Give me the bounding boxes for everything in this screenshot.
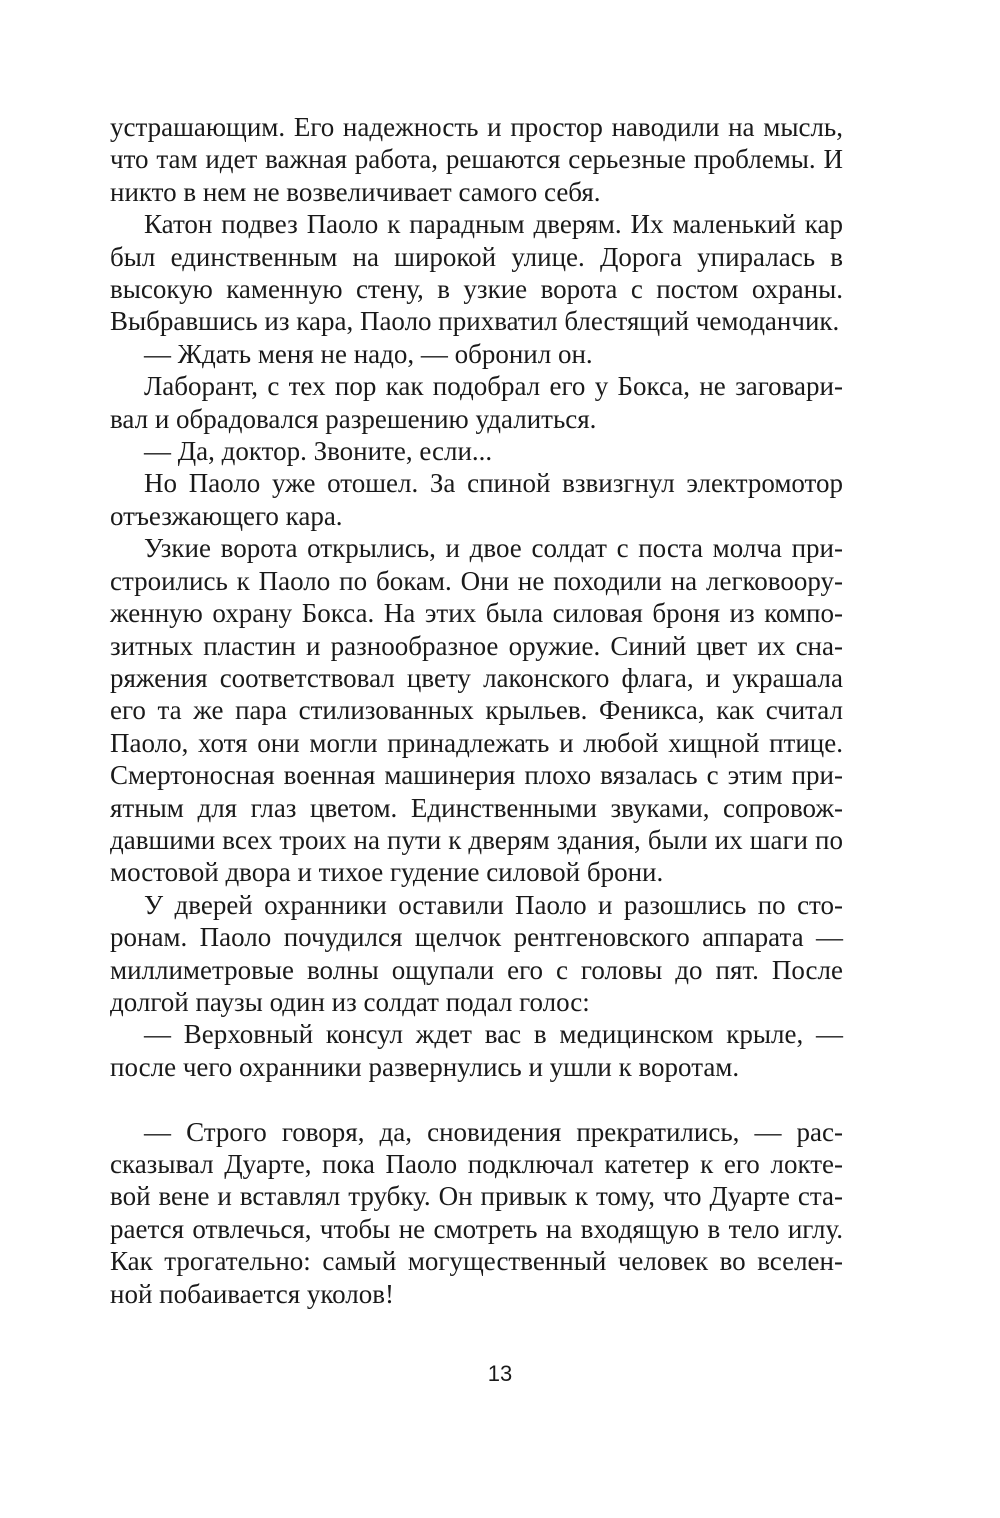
page-number: 13 bbox=[487, 1361, 513, 1386]
dialogue-paragraph: — Строго говоря, да, сновидения прекратились, — рассказывал Дуарте, пока Паоло подключал катетер к его локтевой вене и вставлял трубку. Он привык к тому, что Дуарте старается отвлечься, чтобы не смотреть на входящую в тело иглу. Как трогательно: самый могущественный человек во вселенной побаивается уколов! bbox=[110, 1116, 843, 1309]
paragraph: Но Паоло уже отошел. За спиной взвизгнул электромотор отъезжающего кара. bbox=[110, 468, 843, 531]
paragraph: Узкие ворота открылись, и двое солдат с поста молча пристроились к Паоло по бокам. Они не походили на легковооруженную охрану Бокса. На этих была силовая броня из композитных пластин и разнообразное оружие. Синий цвет их снаряжения соответствовал цвету лаконского флага, и украшала его та же пара стилизованных крыльев. Феникса, как считал Паоло, хотя они могли принадлежать и любой хищной птице. Смертоносная военная машинерия плохо вязалась с этим приятным для глаз цветом. Единственными звуками, сопровождавшими всех троих на пути к дверям здания, были их шаги по мостовой двора и тихое гудение силовой брони. bbox=[110, 533, 843, 888]
paragraph: устрашающим. Его надежность и простор наводили на мысль, что там идет важная работа, решаются серьезные проблемы. И никто в нем не возвеличивает самого себя. bbox=[110, 112, 843, 207]
paragraph: Лаборант, с тех пор как подобрал его у Бокса, не заговаривал и обрадовался разрешению удалиться. bbox=[110, 371, 843, 434]
paragraph: У дверей охранники оставили Паоло и разошлись по сторонам. Паоло почудился щелчок рентгеновского аппарата — миллиметровые волны ощупали его с головы до пят. После долгой паузы один из солдат подал голос: bbox=[110, 889, 843, 1017]
dialogue-paragraph: — Да, доктор. Звоните, если... bbox=[144, 436, 493, 467]
scene-break bbox=[110, 1083, 843, 1115]
paragraph: Катон подвез Паоло к парадным дверям. Их маленький кар был единственным на широкой улице. Дорога упиралась в высокую каменную стену, в узкие ворота с постом охраны. Выбравшись из кара, Паоло прихватил блестящий чемоданчик. bbox=[110, 209, 843, 337]
dialogue-paragraph: — Верховный консул ждет вас в медицинском крыле, — после чего охранники развернулись и ушли к воротам. bbox=[110, 1019, 843, 1082]
body-text bbox=[110, 111, 843, 1310]
dialogue-paragraph: — Ждать меня не надо, — обронил он. bbox=[144, 338, 593, 369]
